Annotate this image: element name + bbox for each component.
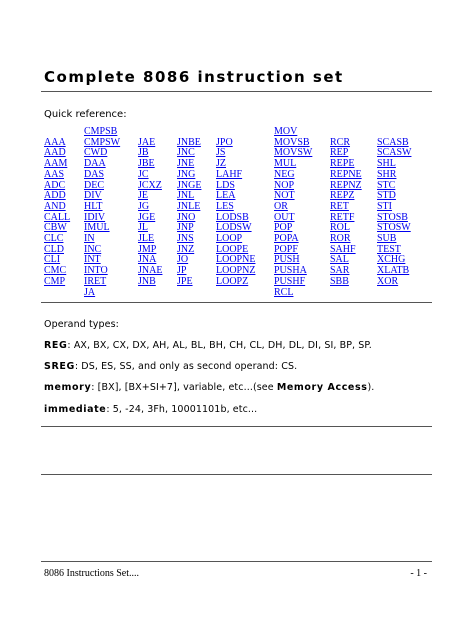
section-divider-2 — [41, 474, 432, 475]
instruction-link-jnl[interactable]: JNL — [177, 190, 195, 202]
instruction-link-out[interactable]: OUT — [274, 211, 295, 223]
instruction-link-xlatb[interactable]: XLATB — [377, 265, 410, 277]
instruction-link-jno[interactable]: JNO — [177, 211, 196, 223]
instruction-link-aaa[interactable]: AAA — [44, 136, 66, 148]
instruction-link-rcr[interactable]: RCR — [330, 136, 351, 148]
instruction-link-dec[interactable]: DEC — [84, 179, 104, 191]
instruction-link-jle[interactable]: JLE — [138, 233, 155, 244]
instruction-link-cmp[interactable]: CMP — [44, 275, 66, 287]
instruction-link-hlt[interactable]: HLT — [84, 200, 103, 212]
instruction-link-jc[interactable]: JC — [138, 168, 149, 180]
instruction-link-jge[interactable]: JGE — [138, 211, 156, 223]
instruction-link-jnb[interactable]: JNB — [138, 275, 156, 287]
instruction-link-scasw[interactable]: SCASW — [377, 147, 412, 159]
instruction-link-or[interactable]: OR — [274, 200, 288, 212]
instruction-link-cmc[interactable]: CMC — [44, 265, 67, 277]
immediate-line — [44, 404, 257, 415]
instruction-link-add[interactable]: ADD — [44, 190, 66, 202]
instruction-link-jnae[interactable]: JNAE — [138, 265, 163, 277]
instruction-link-jna[interactable]: JNA — [138, 254, 157, 266]
instruction-link-lahf[interactable]: LAHF — [216, 168, 243, 180]
instruction-link-cwd[interactable]: CWD — [84, 147, 108, 159]
instruction-link-adc[interactable]: ADC — [44, 179, 66, 191]
instruction-link-clc[interactable]: CLC — [44, 233, 64, 244]
memory-label: memory — [44, 382, 92, 393]
instruction-link-pop[interactable]: POP — [274, 222, 293, 234]
instruction-link-jnle[interactable]: JNLE — [177, 200, 201, 212]
instruction-link-je[interactable]: JE — [138, 190, 148, 202]
reg-text: : AX, BX, CX, DX, AH, AL, BL, BH, CH, CL, DH, DL, DI, SI, BP, SP. — [67, 340, 372, 351]
instruction-link-pusha[interactable]: PUSHA — [274, 265, 307, 277]
reg-label: REG — [44, 340, 68, 351]
instruction-link-div[interactable]: DIV — [84, 190, 102, 202]
instruction-link-lodsb[interactable]: LODSB — [216, 211, 249, 223]
instruction-link-das[interactable]: DAS — [84, 168, 105, 180]
instruction-link-in[interactable]: IN — [84, 233, 95, 244]
instruction-link-jns[interactable]: JNS — [177, 233, 194, 244]
instruction-link-push[interactable]: PUSH — [274, 254, 300, 266]
instruction-link-jnp[interactable]: JNP — [177, 222, 194, 234]
instruction-link-test[interactable]: TEST — [377, 243, 401, 255]
instruction-link-jnc[interactable]: JNC — [177, 147, 195, 159]
instruction-link-lodsw[interactable]: LODSW — [216, 222, 252, 234]
instruction-link-cmpsb[interactable]: CMPSB — [84, 126, 118, 137]
instruction-link-jne[interactable]: JNE — [177, 158, 195, 170]
instruction-link-nop[interactable]: NOP — [274, 179, 295, 191]
instruction-link-mov[interactable]: MOV — [274, 126, 298, 137]
instruction-link-repne[interactable]: REPNE — [330, 168, 362, 180]
instruction-link-jnge[interactable]: JNGE — [177, 179, 202, 191]
memory-text: : [BX], [BX+SI+7], variable, etc...(see — [91, 382, 277, 393]
instruction-link-jng[interactable]: JNG — [177, 168, 196, 180]
instruction-link-popa[interactable]: POPA — [274, 233, 299, 244]
instruction-link-popf[interactable]: POPF — [274, 243, 298, 255]
instruction-link-rol[interactable]: ROL — [330, 222, 350, 234]
instruction-link-xor[interactable]: XOR — [377, 275, 399, 287]
operand-types-label: Operand types: — [44, 319, 119, 330]
instruction-link-loopne[interactable]: LOOPNE — [216, 254, 256, 266]
instruction-link-ror[interactable]: ROR — [330, 233, 351, 244]
instruction-link-movsw[interactable]: MOVSW — [274, 147, 313, 159]
instruction-link-repe[interactable]: REPE — [330, 158, 355, 170]
instruction-link-jcxz[interactable]: JCXZ — [138, 179, 162, 191]
instruction-link-jmp[interactable]: JMP — [138, 243, 157, 255]
instruction-link-and[interactable]: AND — [44, 200, 66, 212]
instruction-link-loope[interactable]: LOOPE — [216, 243, 249, 255]
instruction-link-std[interactable]: STD — [377, 190, 396, 202]
instruction-link-sbb[interactable]: SBB — [330, 275, 349, 287]
instruction-link-jpe[interactable]: JPE — [177, 275, 193, 287]
instruction-link-ja[interactable]: JA — [84, 286, 96, 298]
sreg-line — [44, 361, 297, 372]
instruction-link-jo[interactable]: JO — [177, 254, 189, 266]
instruction-link-xchg[interactable]: XCHG — [377, 254, 406, 266]
immediate-label: immediate — [44, 404, 107, 415]
instruction-link-stosw[interactable]: STOSW — [377, 222, 411, 234]
instruction-link-aas[interactable]: AAS — [44, 168, 65, 180]
instruction-link-jnbe[interactable]: JNBE — [177, 136, 201, 148]
grid-divider — [41, 302, 432, 303]
instruction-link-movsb[interactable]: MOVSB — [274, 136, 310, 148]
memory-tail: ). — [367, 382, 375, 393]
sreg-label: SREG — [44, 361, 75, 372]
page-title: Complete 8086 instruction set — [44, 68, 344, 86]
instruction-link-jb[interactable]: JB — [138, 147, 149, 159]
instruction-link-stosb[interactable]: STOSB — [377, 211, 408, 223]
instruction-link-mul[interactable]: MUL — [274, 158, 297, 170]
instruction-link-jpo[interactable]: JPO — [216, 136, 233, 148]
instruction-link-jae[interactable]: JAE — [138, 136, 156, 148]
immediate-text: : 5, -24, 3Fh, 10001101b, etc... — [106, 404, 258, 415]
instruction-link-cmpsw[interactable]: CMPSW — [84, 136, 121, 148]
instruction-link-aad[interactable]: AAD — [44, 147, 66, 159]
instruction-link-jbe[interactable]: JBE — [138, 158, 155, 170]
instruction-link-shl[interactable]: SHL — [377, 158, 396, 170]
instruction-link-jl[interactable]: JL — [138, 222, 148, 234]
footer-title: 8086 Instructions Set.... — [44, 568, 139, 579]
instruction-link-int[interactable]: INT — [84, 254, 101, 266]
memory-line — [44, 382, 374, 393]
instruction-link-lds[interactable]: LDS — [216, 179, 235, 191]
instruction-link-cli[interactable]: CLI — [44, 254, 61, 266]
instruction-link-les[interactable]: LES — [216, 200, 234, 212]
instruction-link-sub[interactable]: SUB — [377, 233, 397, 244]
instruction-link-repz[interactable]: REPZ — [330, 190, 355, 202]
instruction-link-rcl[interactable]: RCL — [274, 286, 294, 298]
instruction-link-into[interactable]: INTO — [84, 265, 108, 277]
quick-reference-label: Quick reference: — [44, 109, 127, 120]
instruction-link-sti[interactable]: STI — [377, 200, 392, 212]
instruction-link-js[interactable]: JS — [216, 147, 226, 159]
instruction-link-pushf[interactable]: PUSHF — [274, 275, 306, 287]
instruction-link-sahf[interactable]: SAHF — [330, 243, 356, 255]
instruction-link-cld[interactable]: CLD — [44, 243, 64, 255]
instruction-link-jz[interactable]: JZ — [216, 158, 226, 170]
instruction-link-sar[interactable]: SAR — [330, 265, 350, 277]
section-divider-1 — [41, 426, 432, 427]
instruction-link-retf[interactable]: RETF — [330, 211, 355, 223]
instruction-link-stc[interactable]: STC — [377, 179, 396, 191]
instruction-link-sal[interactable]: SAL — [330, 254, 349, 266]
instruction-link-jg[interactable]: JG — [138, 200, 150, 212]
instruction-link-jp[interactable]: JP — [177, 265, 187, 277]
instruction-link-call[interactable]: CALL — [44, 211, 71, 223]
instruction-link-repnz[interactable]: REPNZ — [330, 179, 362, 191]
instruction-link-cbw[interactable]: CBW — [44, 222, 67, 234]
instruction-link-idiv[interactable]: IDIV — [84, 211, 106, 223]
sreg-text: : DS, ES, SS, and only as second operand: CS. — [74, 361, 298, 372]
instruction-link-loopnz[interactable]: LOOPNZ — [216, 265, 256, 277]
memory-access-link: Memory Access — [276, 382, 368, 393]
instruction-link-loopz[interactable]: LOOPZ — [216, 275, 249, 287]
instruction-link-daa[interactable]: DAA — [84, 158, 106, 170]
instruction-link-imul[interactable]: IMUL — [84, 222, 110, 234]
instruction-link-inc[interactable]: INC — [84, 243, 102, 255]
page-number: - 1 - — [410, 568, 427, 579]
instruction-link-rep[interactable]: REP — [330, 147, 349, 159]
instruction-link-jnz[interactable]: JNZ — [177, 243, 195, 255]
title-divider — [41, 91, 432, 92]
reg-line — [44, 340, 372, 351]
instruction-link-aam[interactable]: AAM — [44, 158, 68, 170]
instruction-link-loop[interactable]: LOOP — [216, 233, 243, 244]
footer-divider — [41, 561, 432, 562]
instruction-link-not[interactable]: NOT — [274, 190, 295, 202]
instruction-link-ret[interactable]: RET — [330, 200, 349, 212]
instruction-link-shr[interactable]: SHR — [377, 168, 397, 180]
instruction-link-lea[interactable]: LEA — [216, 190, 236, 202]
instruction-link-iret[interactable]: IRET — [84, 275, 107, 287]
instruction-link-scasb[interactable]: SCASB — [377, 136, 409, 148]
instruction-link-neg[interactable]: NEG — [274, 168, 295, 180]
